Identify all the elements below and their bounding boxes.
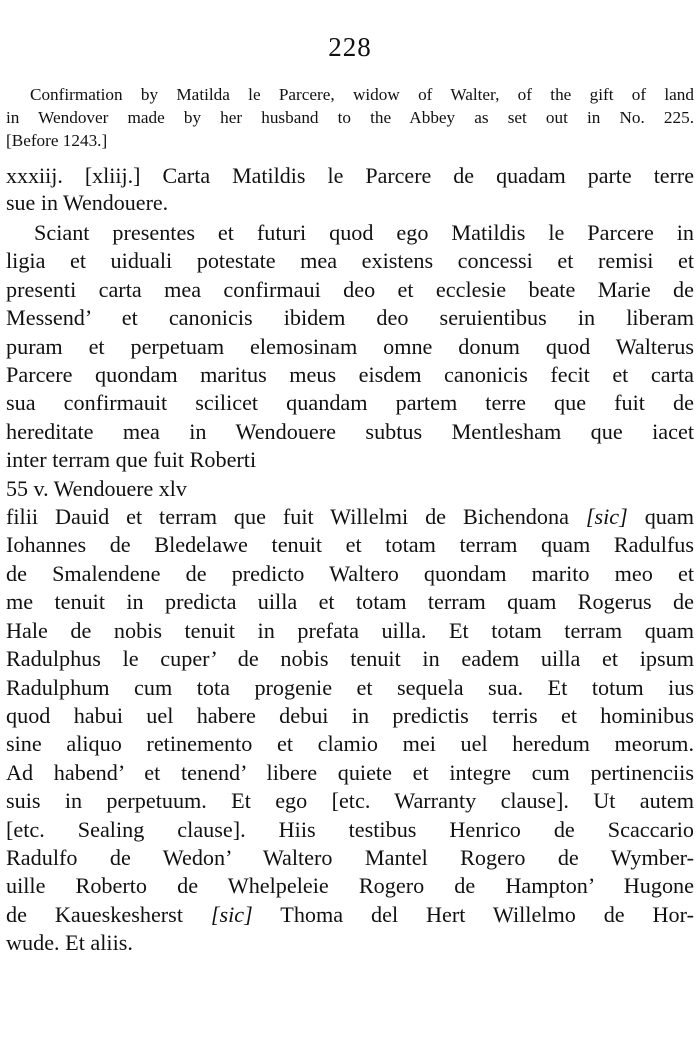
charter-line: Sciant presentes et futuri quod ego Matildis le Parcere in <box>34 220 694 245</box>
charter-line: [etc. Sealing clause]. Hiis testibus Henrico de Scaccario <box>6 816 694 842</box>
charter-line <box>6 901 694 929</box>
charter-line: presenti carta mea confirmaui deo et ecclesie beate Marie de <box>6 276 694 302</box>
charter-line: hereditate mea in Wendouere subtus Mentlesham que iacet <box>6 418 694 444</box>
summary-line: in Wendover made by her husband to the Abbey as set out in No. 225. <box>6 108 694 127</box>
charter-line: me tenuit in predicta uilla et totam terram quam Rogerus de <box>6 589 694 615</box>
charter-line: suis in perpetuum. Et ego [etc. Warranty clause]. Ut autem <box>6 788 694 814</box>
text-span: Thoma del Hert Willelmo de Hor- <box>252 901 694 927</box>
heading-line: sue in Wendouere. <box>6 190 169 215</box>
charter-line: ligia et uiduali potestate mea existens concessi et remisi et <box>6 248 694 274</box>
charter-text <box>6 219 694 958</box>
sic-note: [sic] <box>210 901 253 927</box>
marginal-note: 55 v. Wendouere xlv <box>6 475 187 501</box>
charter-line: Ad habend’ et tenend’ libere quiete et integre cum pertinenciis <box>6 759 694 785</box>
charter-line: Radulfo de Wedon’ Waltero Mantel Rogero de Wymber- <box>6 844 694 870</box>
text-span: de Kaueskesherst <box>6 901 211 927</box>
summary-line: [Before 1243.] <box>6 131 108 150</box>
text-span: quam <box>627 504 694 530</box>
charter-line: puram et perpetuam elemosinam omne donum quod Walterus <box>6 333 694 359</box>
text-span: filii Dauid et terram que fuit Willelmi de Bichendona <box>6 504 586 530</box>
charter-line: de Smalendene de predicto Waltero quondam marito meo et <box>6 560 694 586</box>
charter-line: Radulphus le cuper’ de nobis tenuit in eadem uilla et ipsum <box>6 646 694 672</box>
charter-line: inter terram que fuit Roberti <box>6 447 257 473</box>
charter-line: Hale de nobis tenuit in prefata uilla. Et totam terram quam <box>6 617 694 643</box>
summary-line: Confirmation by Matilda le Parcere, widow of Walter, of the gift of land <box>30 85 694 104</box>
charter-line: sine aliquo retinemento et clamio mei uel heredum meorum. <box>6 731 694 757</box>
charter-line: Parcere quondam maritus meus eisdem canonicis fecit et carta <box>6 362 694 388</box>
charter-line <box>6 503 694 531</box>
document-page <box>6 0 694 958</box>
sic-note: [sic] <box>585 504 628 530</box>
charter-line: Messend’ et canonicis ibidem deo seruientibus in liberam <box>6 305 694 331</box>
charter-line: quod habui uel habere debui in predictis terris et hominibus <box>6 702 694 728</box>
page-number: 228 <box>328 32 372 62</box>
charter-line: wude. Et aliis. <box>6 930 133 956</box>
heading-line: xxxiij. [xliij.] Carta Matildis le Parcere de quadam parte terre <box>6 163 694 188</box>
charter-line: Iohannes de Bledelawe tenuit et totam terram quam Radulfus <box>6 532 694 558</box>
charter-heading <box>6 162 694 216</box>
charter-line: Radulphum cum tota progenie et sequela sua. Et totum ius <box>6 674 694 700</box>
charter-summary <box>6 83 694 152</box>
charter-line: sua confirmauit scilicet quandam partem terre que fuit de <box>6 390 694 416</box>
charter-line: uille Roberto de Whelpeleie Rogero de Hampton’ Hugone <box>6 873 694 899</box>
